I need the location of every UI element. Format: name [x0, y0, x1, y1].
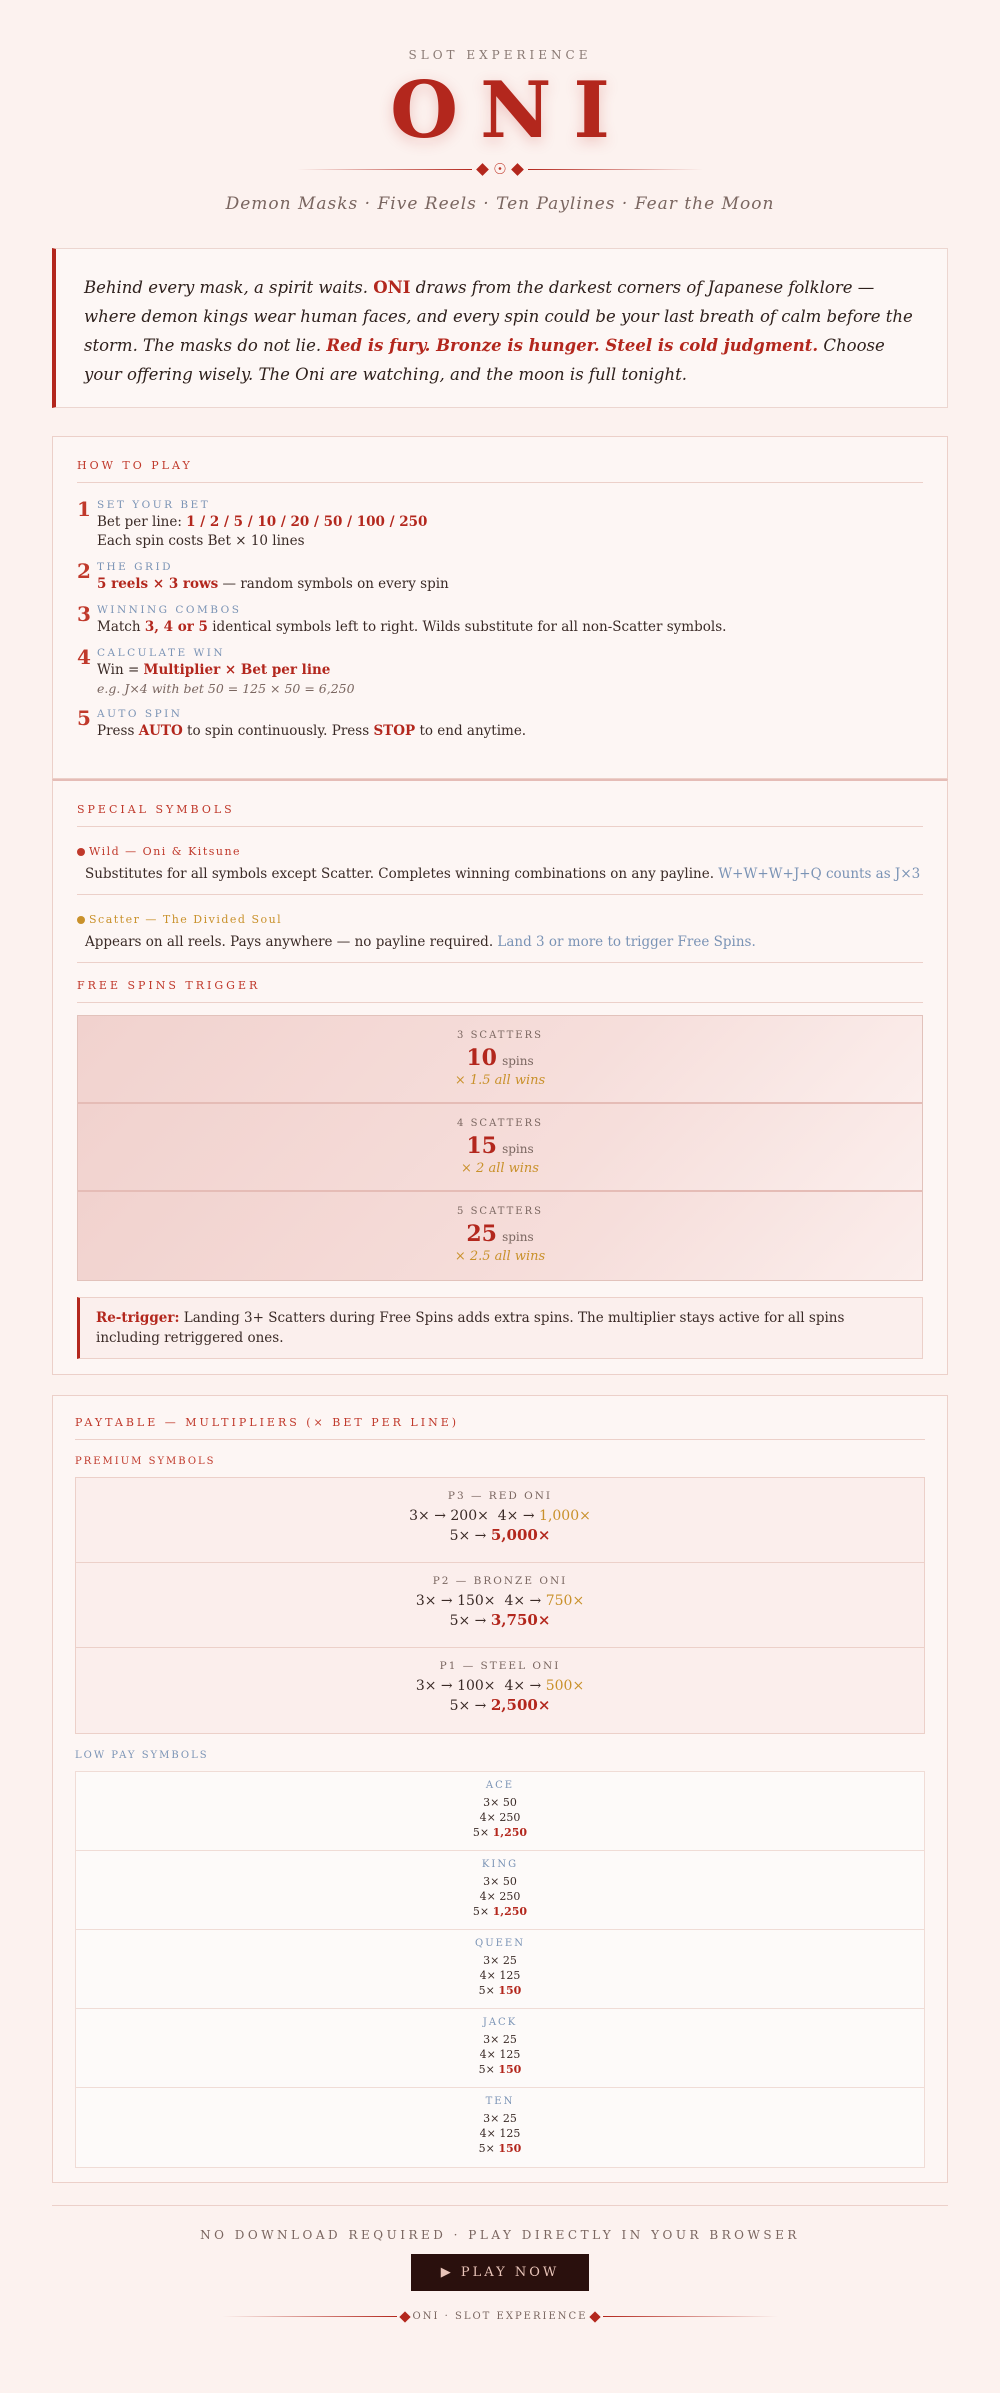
section-title: SPECIAL SYMBOLS — [77, 803, 923, 827]
header-ornament — [0, 160, 1000, 178]
intro-quote — [52, 248, 948, 408]
symbol-name: QUEEN — [475, 1938, 525, 1949]
section-title: HOW TO PLAY — [77, 459, 923, 483]
ornament-line-right — [603, 2316, 778, 2317]
tier-spins-count: 25 — [466, 1221, 497, 1247]
paytable-card — [52, 1395, 948, 2183]
free-spins-tier: 4 SCATTERS 15 spins × 2 all wins — [78, 1104, 922, 1192]
scatter-label: Scatter — The Divided Soul — [89, 913, 283, 926]
low-pay-symbol: ACE 3× 50 4× 250 5× 1,250 — [76, 1772, 924, 1851]
tier-spins-count: 15 — [466, 1133, 497, 1159]
premium-symbol: P1 — STEEL ONI 3× → 100× 4× → 500× 5× → 2,500× — [76, 1648, 924, 1733]
diamond-icon — [590, 2311, 601, 2322]
intro-text: Choose your offering wisely. The Oni are watching, and the moon is full tonight. — [84, 336, 885, 384]
low-pay-title: LOW PAY SYMBOLS — [75, 1750, 209, 1761]
tier-label: 3 SCATTERS — [457, 1030, 543, 1041]
symbol-name: KING — [481, 1859, 519, 1870]
intro-oni: ONI — [373, 278, 411, 297]
step-number: 2 — [77, 559, 91, 583]
low-pay-list — [75, 1771, 925, 2168]
wild-label-row — [77, 845, 923, 858]
symbol-name: TEN — [485, 2096, 515, 2107]
step-line: Win = Multiplier × Bet per line — [97, 662, 331, 678]
step-label: CALCULATE WIN — [97, 647, 226, 659]
low-pay-symbol: KING 3× 50 4× 250 5× 1,250 — [76, 1851, 924, 1930]
premium-symbol: P2 — BRONZE ONI 3× → 150× 4× → 750× 5× → 3,750× — [76, 1563, 924, 1648]
diamond-icon — [511, 163, 524, 176]
premium-list — [75, 1477, 925, 1734]
premium-symbol: P3 — RED ONI 3× → 200× 4× → 1,000× 5× → 5,000× — [76, 1478, 924, 1563]
tier-label: 4 SCATTERS — [457, 1118, 543, 1129]
symbol-name: JACK — [482, 2017, 518, 2028]
step-label: SET YOUR BET — [97, 499, 211, 511]
scatter-desc: Appears on all reels. Pays anywhere — no payline required. Land 3 or more to trigger Free Spins. — [85, 934, 756, 950]
footer-ornament — [52, 2311, 948, 2322]
diamond-icon — [399, 2311, 410, 2322]
free-spins-tier: 3 SCATTERS 10 spins × 1.5 all wins — [78, 1016, 922, 1104]
symbol-name: P2 — BRONZE ONI — [432, 1575, 568, 1587]
footer — [52, 2205, 948, 2322]
tier-multiplier: × 1.5 all wins — [454, 1073, 546, 1088]
free-spins-list — [77, 1015, 923, 1281]
symbol-name: ACE — [485, 1780, 515, 1791]
premium-title: PREMIUM SYMBOLS — [75, 1456, 216, 1467]
step-line: Press AUTO to spin continuously. Press STOP to end anytime. — [97, 723, 527, 739]
step-line: Match 3, 4 or 5 identical symbols left to right. Wilds substitute for all non-Scatter symbols. — [97, 619, 727, 635]
step-number: 4 — [77, 645, 91, 669]
wild-symbol-row — [77, 827, 923, 895]
special-symbols-card — [52, 779, 948, 1375]
intro-text: Behind every mask, a spirit waits. — [84, 278, 374, 297]
step-label: THE GRID — [97, 561, 174, 573]
step-line: Bet per line: 1 / 2 / 5 / 10 / 20 / 50 / 100 / 250 — [97, 514, 428, 530]
ornament-line-right — [528, 169, 703, 170]
section-title: PAYTABLE — MULTIPLIERS (× BET PER LINE) — [75, 1416, 925, 1440]
step-number: 1 — [77, 497, 91, 521]
wild-desc: Substitutes for all symbols except Scatter. Completes winning combinations on any payline. W+W+W+J+Q counts as J×3 — [85, 866, 921, 882]
mask-icon: ☉ — [493, 160, 507, 178]
intro-text: draws from the darkest corners of Japanese folklore — where demon kings wear human faces, and every spin could be your last breath of calm before the storm. The masks do not lie. — [84, 278, 913, 355]
low-pay-symbol: QUEEN 3× 25 4× 125 5× 150 — [76, 1930, 924, 2009]
step-number: 3 — [77, 602, 91, 626]
step-example: e.g. J×4 with bet 50 = 125 × 50 = 6,250 — [97, 681, 355, 696]
how-to-play-card — [52, 436, 948, 779]
tier-spins-count: 10 — [466, 1045, 497, 1071]
scatter-label-row — [77, 913, 923, 926]
intro-accent: Red is fury. Bronze is hunger. Steel is cold judgment. — [326, 336, 819, 355]
low-pay-symbol: TEN 3× 25 4× 125 5× 150 — [76, 2088, 924, 2167]
kicker: SLOT EXPERIENCE — [408, 48, 592, 62]
free-spins-title: FREE SPINS TRIGGER — [77, 979, 923, 1003]
footer-label: ONI · SLOT EXPERIENCE — [412, 2311, 588, 2322]
step-label: WINNING COMBOS — [97, 604, 242, 616]
header — [0, 0, 1000, 214]
symbol-name: P1 — STEEL ONI — [439, 1660, 561, 1672]
retrigger-note: Re-trigger: Landing 3+ Scatters during Free Spins adds extra spins. The multiplier stays active for all spins including retriggered ones. — [77, 1297, 923, 1359]
wild-label: Wild — Oni & Kitsune — [89, 845, 242, 858]
step-label: AUTO SPIN — [97, 708, 183, 720]
diamond-icon — [476, 163, 489, 176]
scatter-dot-icon — [77, 916, 85, 924]
low-pay-symbol: JACK 3× 25 4× 125 5× 150 — [76, 2009, 924, 2088]
step-line: 5 reels × 3 rows — random symbols on every spin — [97, 576, 449, 592]
tier-multiplier: × 2 all wins — [461, 1161, 539, 1176]
step-item — [77, 604, 923, 635]
scatter-symbol-row — [77, 895, 923, 963]
tier-multiplier: × 2.5 all wins — [454, 1249, 546, 1264]
step-line: Each spin costs Bet × 10 lines — [97, 533, 305, 549]
logo: ONI — [390, 65, 632, 156]
step-item — [77, 708, 923, 739]
play-now-button[interactable]: ▶ PLAY NOW — [411, 2254, 589, 2291]
tier-label: 5 SCATTERS — [457, 1206, 543, 1217]
step-item — [77, 499, 923, 549]
ornament-line-left — [222, 2316, 397, 2317]
wild-dot-icon — [77, 848, 85, 856]
step-item — [77, 647, 923, 696]
step-item — [77, 561, 923, 592]
symbol-name: P3 — RED ONI — [447, 1490, 553, 1502]
step-number: 5 — [77, 706, 91, 730]
ornament-line-left — [297, 169, 472, 170]
tagline: Demon Masks · Five Reels · Ten Paylines · Fear the Moon — [225, 194, 775, 214]
footer-note: NO DOWNLOAD REQUIRED · PLAY DIRECTLY IN YOUR BROWSER — [200, 2228, 800, 2242]
steps-list — [77, 499, 923, 739]
free-spins-tier: 5 SCATTERS 25 spins × 2.5 all wins — [78, 1192, 922, 1280]
